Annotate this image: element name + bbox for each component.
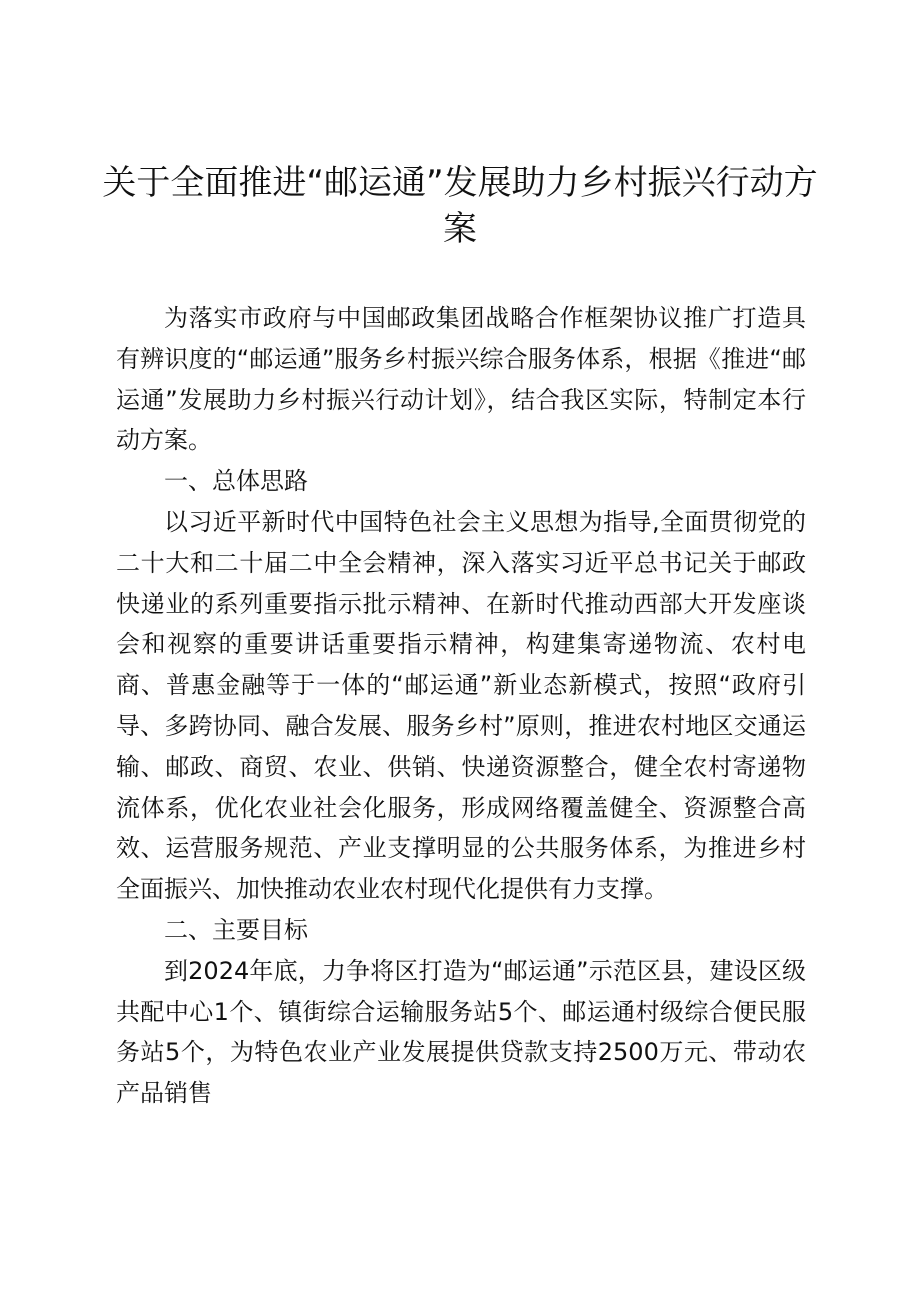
section-paragraph-main-goals: 到2024年底，力争将区打造为“邮运通”示范区县，建设区级共配中心1个、镇街综合运输服务站5个、邮运通村级综合便民服务站5个，为特色农业产业发展提供贷款支持2500万元、带动农产品销售: [116, 956, 806, 1108]
section-paragraph-overall-approach: 以习近平新时代中国特色社会主义思想为指导,全面贯彻党的二十大和二十届二中全会精神，深入落实习近平总书记关于邮政快递业的系列重要指示批示精神、在新时代推动西部大开发座谈会和视察的重要讲话重要指示精神，构建集寄递物流、农村电商、普惠金融等于一体的“邮运通”新业态新模式，按照“政府引导、多跨协同、融合发展、服务乡村”原则，推进农村地区交通运输、邮政、商贸、农业、供销、快递资源整合，健全农村寄递物流体系，优化农业社会化服务，形成网络覆盖健全、资源整合高效、运营服务规范、产业支撑明显的公共服务体系，为推进乡村全面振兴、加快推动农业农村现代化提供有力支撑。: [116, 507, 806, 904]
intro-paragraph: 为落实市政府与中国邮政集团战略合作框架协议推广打造具有辨识度的“邮运通”服务乡村振兴综合服务体系，根据《推进“邮运通”发展助力乡村振兴行动计划》，结合我区实际，特制定本行动方案。: [116, 304, 806, 455]
document-title: 关于全面推进“邮运通”发展助力乡村振兴行动方案: [102, 163, 818, 249]
section-heading-overall-approach: 一、总体思路: [164, 467, 308, 496]
document-body: [116, 298, 806, 1114]
section-heading-main-goals: 二、主要目标: [164, 915, 308, 944]
